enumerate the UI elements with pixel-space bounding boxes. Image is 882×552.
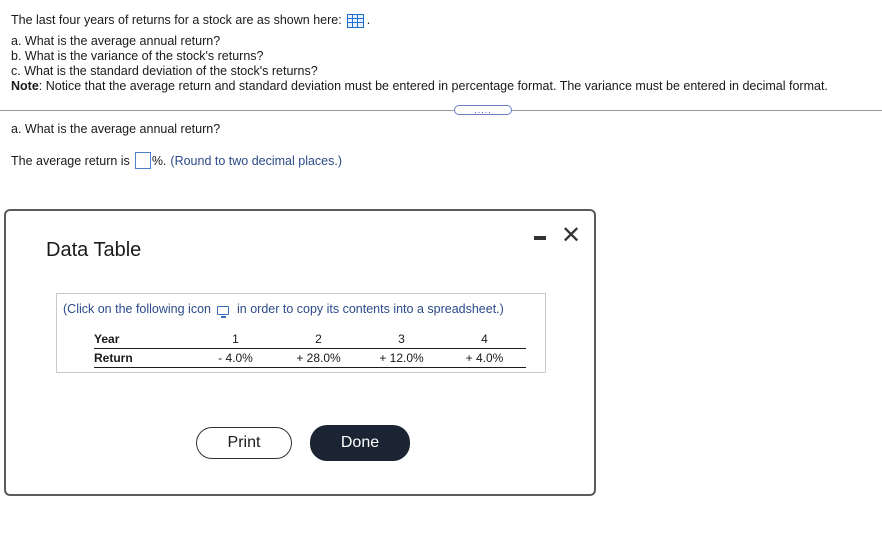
section-divider xyxy=(0,110,882,111)
table-header-cell: 4 xyxy=(443,330,526,349)
note-text: : Notice that the average return and standard deviation must be entered in percentage format. The variance must be entered in decimal format. xyxy=(38,79,828,93)
note-label: Note xyxy=(11,79,39,93)
table-cell: + 4.0% xyxy=(443,349,526,368)
copy-note-after: in order to copy its contents into a spreadsheet.) xyxy=(237,302,504,316)
question-part-a: a. What is the average annual return? xyxy=(11,34,221,48)
average-return-input[interactable] xyxy=(135,152,151,169)
table-header-row xyxy=(94,330,526,349)
table-header-cell: Year xyxy=(94,330,194,349)
table-cell: + 12.0% xyxy=(360,349,443,368)
copy-note xyxy=(63,302,504,316)
rounding-hint: (Round to two decimal places.) xyxy=(170,153,343,168)
table-cell: - 4.0% xyxy=(194,349,277,368)
copy-to-spreadsheet-icon[interactable] xyxy=(217,306,229,315)
question-note xyxy=(11,79,828,94)
dialog-title: Data Table xyxy=(46,239,142,261)
question-stem-suffix: . xyxy=(366,13,371,27)
minimize-icon[interactable] xyxy=(534,236,546,240)
done-button[interactable]: Done xyxy=(310,425,410,461)
close-icon[interactable]: ✕ xyxy=(561,222,582,249)
print-button[interactable]: Print xyxy=(196,427,292,459)
grid-table-icon[interactable] xyxy=(347,14,364,28)
table-cell: + 28.0% xyxy=(277,349,360,368)
data-table-panel xyxy=(56,293,546,373)
part-a-heading: a. What is the average annual return? xyxy=(11,122,221,136)
table-row xyxy=(94,349,526,368)
table-header-cell: 1 xyxy=(194,330,277,349)
question-stem-text: The last four years of returns for a stock are as shown here: xyxy=(11,13,342,27)
table-cell: Return xyxy=(94,349,194,368)
answer-suffix: %. xyxy=(151,153,167,168)
answer-line xyxy=(11,152,342,169)
returns-table xyxy=(94,330,526,368)
question-part-c: c. What is the standard deviation of the stock's returns? xyxy=(11,64,318,78)
answer-prefix: The average return is xyxy=(11,153,130,168)
question-part-b: b. What is the variance of the stock's returns? xyxy=(11,49,264,63)
expand-button[interactable]: ..... xyxy=(454,105,512,115)
copy-note-before: (Click on the following icon xyxy=(63,302,211,316)
question-text xyxy=(11,13,828,94)
table-header-cell: 2 xyxy=(277,330,360,349)
table-header-cell: 3 xyxy=(360,330,443,349)
question-stem xyxy=(11,13,828,28)
data-table-dialog xyxy=(4,209,596,496)
